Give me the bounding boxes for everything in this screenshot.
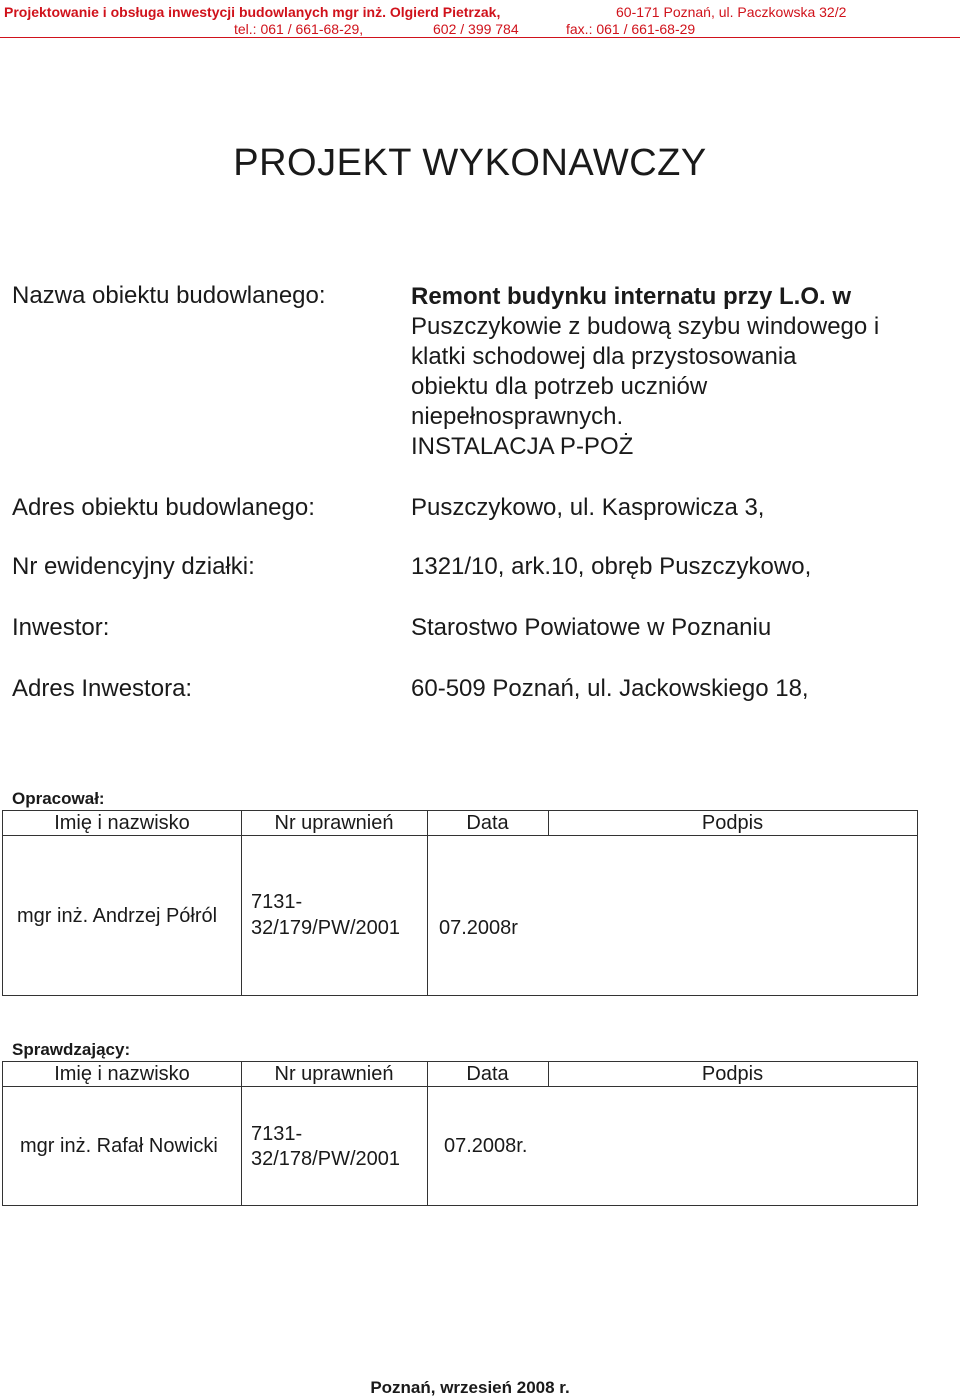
header-company-name: Projektowanie i obsługa inwestycji budowlanych bbox=[4, 4, 329, 20]
obiekt-value bbox=[411, 282, 879, 462]
opracowal-header-name: Imię i nazwisko bbox=[54, 812, 190, 834]
sprawdzajacy-header-license: Nr uprawnień bbox=[274, 1063, 394, 1085]
sprawdzajacy-header-date: Data bbox=[466, 1063, 509, 1085]
footer-place-date: Poznań, wrzesień 2008 r. bbox=[370, 1378, 570, 1397]
opracowal-header-license: Nr uprawnień bbox=[274, 812, 394, 834]
inwestor-label: Inwestor: bbox=[12, 614, 110, 641]
adres-inwestora-label: Adres Inwestora: bbox=[12, 675, 193, 702]
opracowal-header-date: Data bbox=[466, 812, 509, 834]
inwestor-value: Starostwo Powiatowe w Poznaniu bbox=[411, 614, 772, 641]
adres-inwestora-value: 60-509 Poznań, ul. Jackowskiego 18, bbox=[411, 675, 809, 702]
opracowal-label: Opracował: bbox=[12, 789, 105, 808]
opracowal-license-line1: 7131- bbox=[251, 891, 303, 913]
page-title: PROJEKT WYKONAWCZY bbox=[233, 142, 707, 184]
sprawdzajacy-header-name: Imię i nazwisko bbox=[54, 1063, 190, 1085]
header-mobile: 602 / 399 784 bbox=[433, 21, 519, 37]
dzialka-label: Nr ewidencyjny działki: bbox=[12, 553, 255, 580]
dzialka-value: 1321/10, ark.10, obręb Puszczykowo, bbox=[411, 553, 812, 580]
adres-label: Adres obiektu budowlanego: bbox=[12, 494, 315, 521]
sprawdzajacy-label: Sprawdzający: bbox=[12, 1040, 131, 1059]
obiekt-line-5: niepełnosprawnych. bbox=[411, 403, 624, 430]
opracowal-header-signature: Podpis bbox=[701, 812, 764, 834]
sprawdzajacy-name: mgr inż. Rafał Nowicki bbox=[20, 1135, 218, 1157]
adres-value: Puszczykowo, ul. Kasprowicza 3, bbox=[411, 494, 765, 521]
header-fax: fax.: 061 / 661-68-29 bbox=[566, 21, 696, 37]
obiekt-label: Nazwa obiektu budowlanego: bbox=[12, 282, 326, 309]
opracowal-date: 07.2008r bbox=[439, 917, 518, 939]
sprawdzajacy-header-signature: Podpis bbox=[701, 1063, 764, 1085]
obiekt-line-6: INSTALACJA P-POŻ bbox=[411, 433, 634, 460]
obiekt-line-2: Puszczykowie z budową szybu windowego i bbox=[411, 313, 880, 340]
sprawdzajacy-table bbox=[2, 1061, 918, 1206]
obiekt-line-4: obiektu dla potrzeb uczniów bbox=[411, 373, 708, 400]
opracowal-table bbox=[2, 810, 918, 996]
obiekt-line-3: klatki schodowej dla przystosowania bbox=[411, 343, 797, 370]
header-tel: tel.: 061 / 661-68-29, bbox=[234, 21, 364, 37]
header-engineer: mgr inż. Olgierd Pietrzak, bbox=[332, 4, 501, 20]
opracowal-name: mgr inż. Andrzej Półról bbox=[17, 905, 218, 927]
header-rule bbox=[0, 37, 960, 38]
header-company bbox=[4, 4, 500, 20]
obiekt-line-1: Remont budynku internatu przy L.O. w bbox=[411, 283, 852, 310]
opracowal-license-line2: 32/179/PW/2001 bbox=[251, 917, 400, 939]
sprawdzajacy-license-line2: 32/178/PW/2001 bbox=[251, 1148, 400, 1170]
sprawdzajacy-date: 07.2008r. bbox=[444, 1135, 528, 1157]
header-address: 60-171 Poznań, ul. Paczkowska 32/2 bbox=[616, 4, 847, 20]
sprawdzajacy-license-line1: 7131- bbox=[251, 1123, 303, 1145]
